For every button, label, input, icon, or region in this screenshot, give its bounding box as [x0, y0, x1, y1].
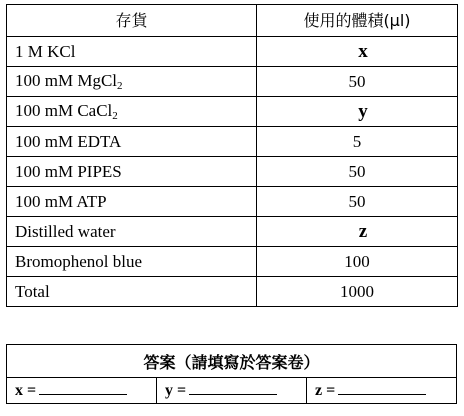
stock-name: 100 mM PIPES	[15, 162, 122, 181]
table-row	[7, 187, 458, 217]
stock-name: Total	[15, 282, 50, 301]
table-row	[7, 97, 458, 127]
header-stock: 存貨	[7, 5, 257, 37]
stock-name-subscript: 2	[117, 79, 123, 92]
stock-name-cell	[7, 37, 257, 67]
unknown-volume-cell: x	[257, 37, 458, 67]
stock-volume-table	[6, 4, 458, 307]
answer-title-row	[7, 345, 457, 378]
table-header-row	[7, 5, 458, 37]
table-row	[7, 247, 458, 277]
stock-name-cell	[7, 277, 257, 307]
stock-name-cell	[7, 67, 257, 97]
answer-field-label: x =	[15, 382, 37, 399]
stock-name: 100 mM ATP	[15, 192, 107, 211]
table-row	[7, 157, 458, 187]
stock-name-cell	[7, 127, 257, 157]
stock-name-cell	[7, 187, 257, 217]
answer-title: 答案（請填寫於答案卷）	[7, 345, 457, 378]
volume-cell: 100	[257, 247, 458, 277]
answer-field	[157, 378, 307, 404]
volume-cell: 5	[257, 127, 458, 157]
answer-box	[6, 344, 457, 404]
unknown-volume-cell: y	[257, 97, 458, 127]
table-row	[7, 277, 458, 307]
stock-name: 100 mM EDTA	[15, 132, 122, 151]
stock-name-cell	[7, 97, 257, 127]
stock-name-subscript: 2	[112, 109, 118, 122]
answer-blank-line	[39, 381, 127, 395]
stock-name: 1 M KCl	[15, 42, 76, 61]
volume-cell: 50	[257, 187, 458, 217]
answer-blank-line	[338, 381, 426, 395]
volume-cell: 50	[257, 157, 458, 187]
stock-name-cell	[7, 157, 257, 187]
stock-name-cell	[7, 247, 257, 277]
answer-field	[7, 378, 157, 404]
stock-name: 100 mM MgCl	[15, 70, 118, 90]
table-row	[7, 127, 458, 157]
volume-cell: 50	[257, 67, 458, 97]
answer-blank-line	[189, 381, 277, 395]
table-row	[7, 217, 458, 247]
volume-cell: 1000	[257, 277, 458, 307]
stock-name: Distilled water	[15, 222, 116, 241]
answer-field	[307, 378, 457, 404]
stock-name-cell	[7, 217, 257, 247]
answer-field-label: z =	[315, 382, 336, 399]
stock-table-body	[7, 37, 458, 307]
stock-name: 100 mM CaCl	[15, 100, 113, 120]
answer-field-label: y =	[165, 382, 187, 399]
answer-fields-row	[7, 378, 457, 404]
table-row	[7, 67, 458, 97]
header-volume: 使用的體積(μl)	[257, 5, 458, 37]
table-row	[7, 37, 458, 67]
stock-name: Bromophenol blue	[15, 252, 143, 271]
unknown-volume-cell: z	[257, 217, 458, 247]
